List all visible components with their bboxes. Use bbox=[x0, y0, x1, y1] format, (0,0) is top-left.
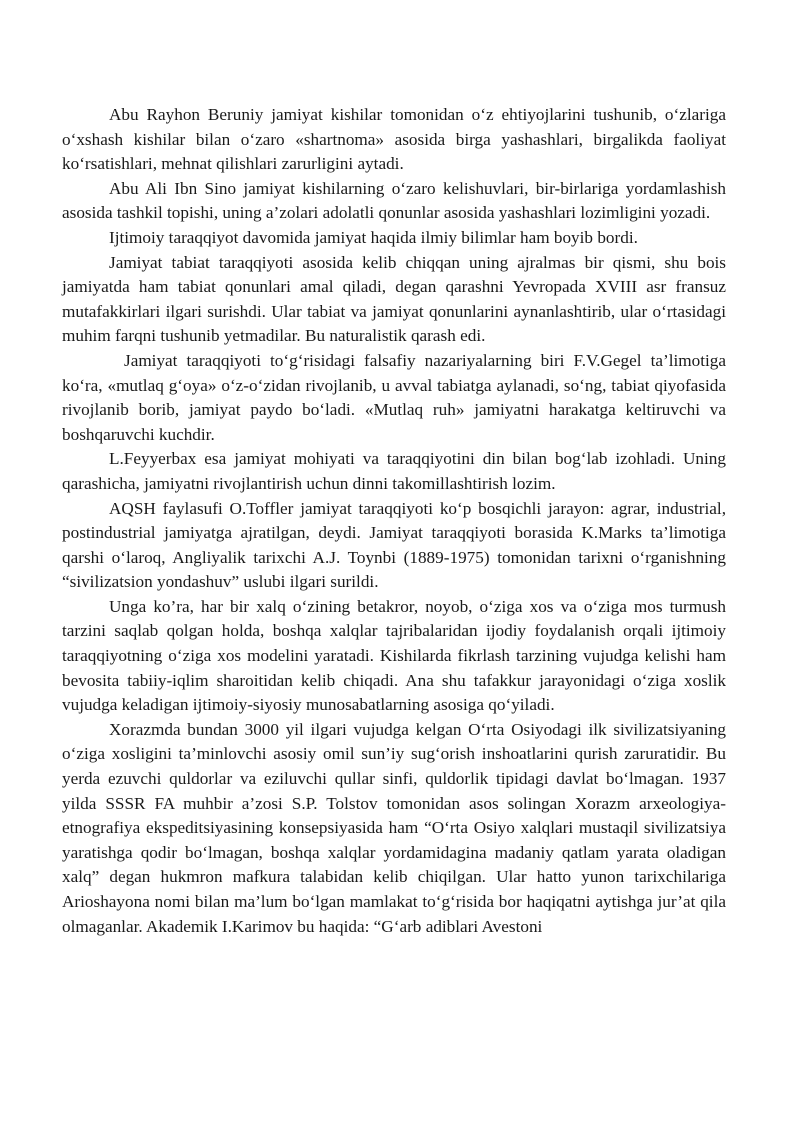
paragraph-hegel: Jamiyat taraqqiyoti to‘g‘risidagi falsafiy nazariyalarning biri F.V.Gegel ta’limotiga ko‘ra, «mutlaq g‘oya» o‘z-o‘zidan rivojlanib, u avval tabiatga aylanadi, so‘ng, tabiat qiyofasida rivojlanib borib, jamiyat paydo bo‘ladi. «Mutlaq ruh» jamiyatni harakatga keltiruvchi va boshqaruvchi kuchdir. bbox=[62, 350, 726, 444]
paragraph-social-progress: Ijtimoiy taraqqiyot davomida jamiyat haqida ilmiy bilimlar ham boyib bordi. bbox=[109, 227, 638, 247]
paragraph-ibn-sino: Abu Ali Ibn Sino jamiyat kishilarning o‘zaro kelishuvlari, bir-birlariga yordamlashish asosida tashkil topishi, uning a’zolari adolatli qonunlar asosida yashashlari lozimligini yozadi. bbox=[62, 178, 726, 223]
paragraph-khorezm: Xorazmda bundan 3000 yil ilgari vujudga kelgan O‘rta Osiyodagi ilk sivilizatsiyaning o‘ziga xosligini ta’minlovchi asosiy omil sun’iy sug‘orish inshoatlarini qurish zaruratidir. Bu yerda ezuvchi quldorlar va eziluvchi qullar sinfi, quldorlik tipidagi davlat bo‘lmagan. 1937 yilda SSSR FA muhbir a’zosi S.P. Tolstov tomonidan asos solingan Xorazm arxeologiya-etnografiya ekspeditsiyasining konsepsiyasida ham “O‘rta Osiyo xalqlari mustaqil sivilizatsiya yaratishga qodir bo‘lmagan, boshqa xalqlar yordamidagina madaniy qatlam yarata oladigan xalq” degan hukmron mafkura talabidan kelib chiqilgan. Ular hatto yunon tarixchilariga Arioshayona nomi bilan ma’lum bo‘lgan mamlakat to‘g‘risida bor haqiqatni aytishga jur’at qila olmaganlar. Akademik I.Karimov bu haqida: “G‘arb adiblari Avestoni bbox=[62, 719, 726, 936]
paragraph-toffler-toynbee: AQSH faylasufi O.Toffler jamiyat taraqqiyoti ko‘p bosqichli jarayon: agrar, industrial, postindustrial jamiyatga ajratilgan, deydi. Jamiyat taraqqiyoti borasida K.Marks ta’limotiga qarshi o‘laroq, Angliyalik tarixchi A.J. Toynbi (1889-1975) tomonidan tarixni o‘rganishning “sivilizatsion yondashuv” uslubi ilgari surildi. bbox=[62, 498, 726, 592]
paragraph-feuerbach: L.Feyyerbax esa jamiyat mohiyati va taraqqiyotini din bilan bog‘lab izohladi. Uning qarashicha, jamiyatni rivojlantirish uchun dinni takomillashtirish lozim. bbox=[62, 449, 726, 493]
paragraph-civilizational-approach: Unga ko’ra, har bir xalq o‘zining betakror, noyob, o‘ziga xos va o‘ziga mos turmush tarzini saqlab qolgan holda, boshqa xalqlar tajribalaridan ijodiy foydalanish orqali ijtimoiy taraqqiyotning o‘ziga xos modelini yaratadi. Kishilarda fikrlash tarzining vujudga kelishi ham bevosita tabiiy-iqlim sharoitidan kelib chiqadi. Ana shu tafakkur jarayonidagi o‘ziga xoslik vujudga keladigan ijtimoiy-siyosiy munosabatlarning asosiga qo‘yiladi. bbox=[62, 596, 726, 715]
document-page bbox=[62, 103, 726, 939]
paragraph-beruniy: Abu Rayhon Beruniy jamiyat kishilar tomonidan o‘z ehtiyojlarini tushunib, o‘zlariga o‘xshash kishilar bilan o‘zaro «shartnoma» asosida birga yashashlari, birgalikda faoliyat ko‘rsatishlari, mehnat qilishlari zarurligini aytadi. bbox=[62, 105, 726, 174]
paragraph-naturalistic-view: Jamiyat tabiat taraqqiyoti asosida kelib chiqqan uning ajralmas bir qismi, shu bois jamiyatda ham tabiat qonunlari amal qiladi, degan qarashni Yevropada XVIII asr fransuz mutafakkirlari ilgari surishdi. Ular tabiat va jamiyat qonunlarini aynanlashtirib, ular o‘rtasidagi muhim farqni tushunib yetmadilar. Bu naturalistik qarash edi. bbox=[62, 252, 726, 346]
